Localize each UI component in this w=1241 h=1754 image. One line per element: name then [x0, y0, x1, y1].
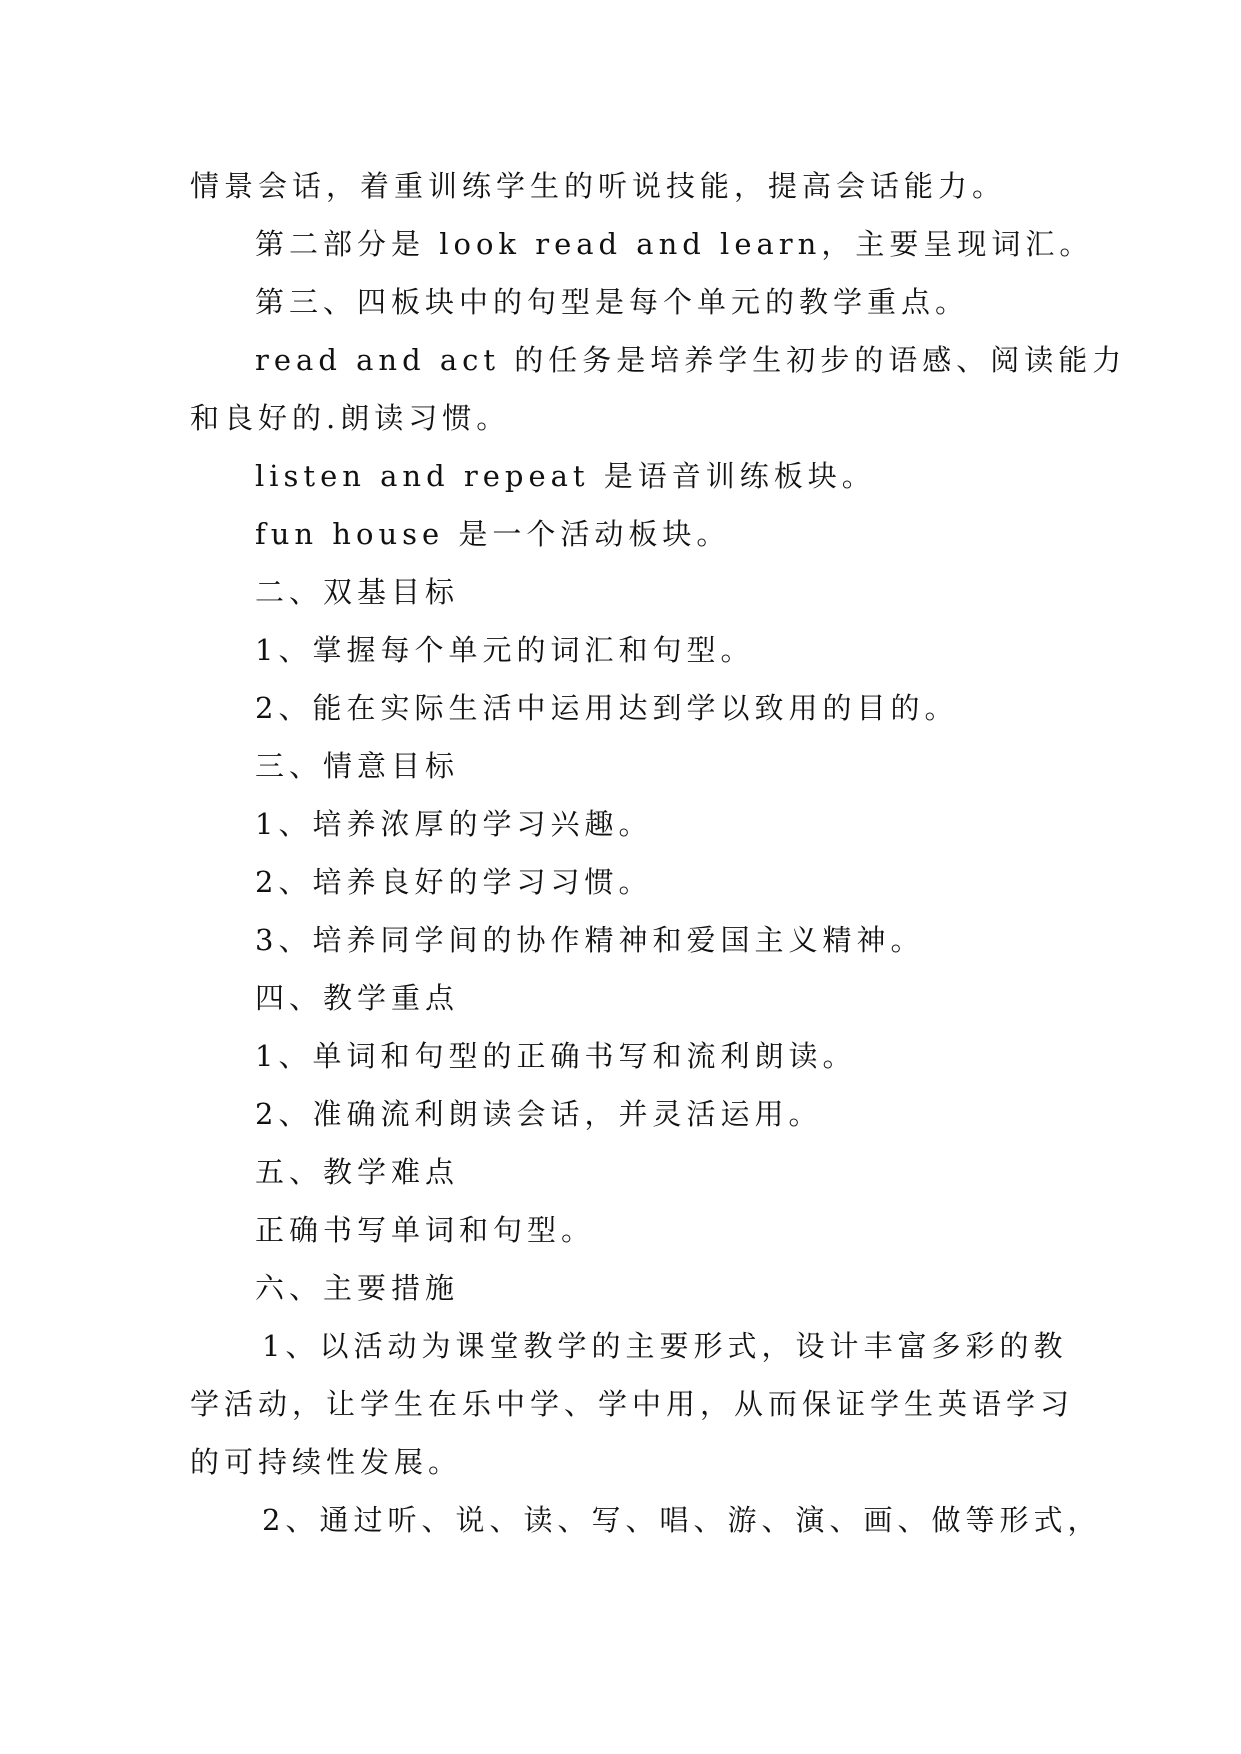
- list-item: 2、准确流利朗读会话，并灵活运用。: [255, 1097, 823, 1131]
- list-item: 1、以活动为课堂教学的主要形式，设计丰富多彩的教: [262, 1329, 1068, 1363]
- text-line: 正确书写单词和句型。: [255, 1213, 596, 1247]
- text-line: 和良好的.朗读习惯。: [190, 401, 511, 435]
- list-item: 3、培养同学间的协作精神和爱国主义精神。: [255, 923, 925, 957]
- list-item: 1、掌握每个单元的词汇和句型。: [255, 633, 755, 667]
- text-line: 学活动，让学生在乐中学、学中用，从而保证学生英语学习: [190, 1387, 1075, 1421]
- list-item: 2、培养良好的学习习惯。: [255, 865, 653, 899]
- section-heading: 五、教学难点: [255, 1155, 460, 1189]
- list-item: 2、通过听、说、读、写、唱、游、演、画、做等形式，: [262, 1503, 1102, 1537]
- section-heading: 六、主要措施: [255, 1271, 460, 1305]
- text-line: 的可持续性发展。: [190, 1445, 463, 1479]
- list-item: 1、培养浓厚的学习兴趣。: [255, 807, 653, 841]
- section-heading: 二、双基目标: [255, 575, 460, 609]
- list-item: 2、能在实际生活中运用达到学以致用的目的。: [255, 691, 959, 725]
- text-line: read and act 的任务是培养学生初步的语感、阅读能力: [255, 343, 1127, 377]
- text-line: fun house 是一个活动板块。: [255, 517, 731, 551]
- section-heading: 三、情意目标: [255, 749, 460, 783]
- text-line: listen and repeat 是语音训练板块。: [255, 459, 876, 493]
- text-line: 第三、四板块中的句型是每个单元的教学重点。: [255, 285, 970, 319]
- text-line: 第二部分是 look read and learn，主要呈现词汇。: [255, 227, 1094, 261]
- list-item: 1、单词和句型的正确书写和流利朗读。: [255, 1039, 857, 1073]
- section-heading: 四、教学重点: [255, 981, 460, 1015]
- text-line: 情景会话，着重训练学生的听说技能，提高会话能力。: [190, 169, 1007, 203]
